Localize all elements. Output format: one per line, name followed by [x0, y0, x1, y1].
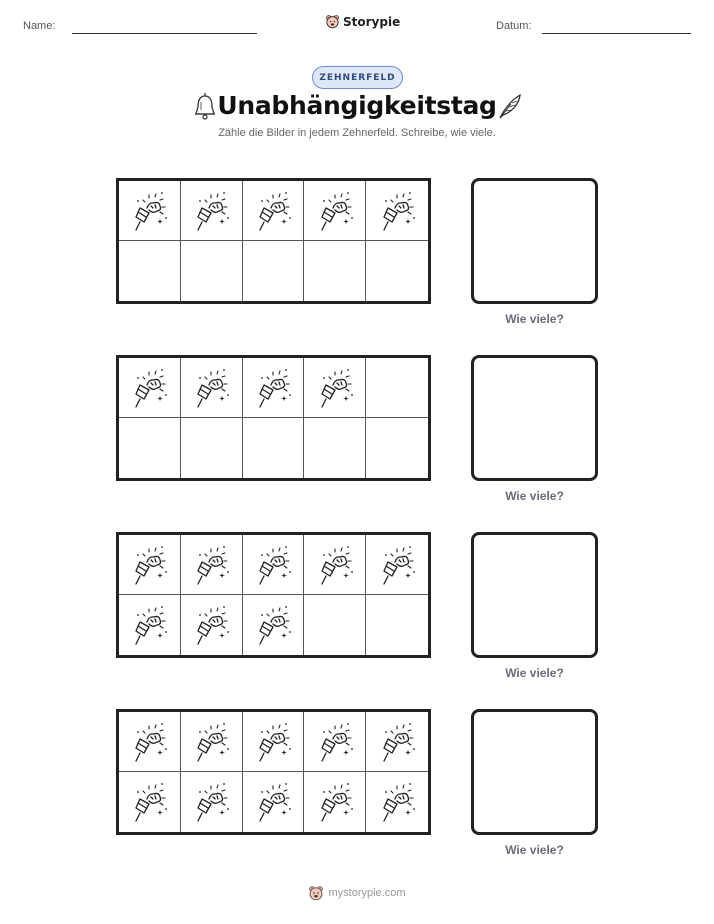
- ten-frame-cell: [366, 535, 428, 595]
- answer-label: Wie viele?: [505, 666, 564, 680]
- ten-frame-cell: [366, 712, 428, 772]
- firework-rocket-icon: [191, 780, 231, 824]
- ten-frame-cell: [366, 181, 428, 241]
- ten-frame-cell: [119, 181, 181, 241]
- firework-rocket-icon: [253, 603, 293, 647]
- brand-name: Storypie: [343, 14, 401, 29]
- ten-frame-cell: [181, 358, 243, 418]
- ten-frame-cell: [119, 358, 181, 418]
- ten-frame-cell: [243, 418, 305, 478]
- ten-frame-cell: [119, 241, 181, 301]
- firework-rocket-icon: [191, 366, 231, 410]
- ten-frame-cell: [304, 358, 366, 418]
- answer-box[interactable]: [471, 532, 598, 658]
- ten-frame-cell: [366, 418, 428, 478]
- ten-frame-cell: [304, 241, 366, 301]
- answer-box[interactable]: [471, 178, 598, 304]
- ten-frame-cell: [181, 772, 243, 832]
- firework-rocket-icon: [129, 603, 169, 647]
- ten-frame-cell: [181, 241, 243, 301]
- firework-rocket-icon: [191, 720, 231, 764]
- topic-badge: ZEHNERFELD: [312, 66, 403, 89]
- ten-frame-cell: [304, 418, 366, 478]
- answer-box[interactable]: [471, 355, 598, 481]
- firework-rocket-icon: [315, 543, 355, 587]
- name-label: Name:: [23, 20, 56, 32]
- firework-rocket-icon: [129, 366, 169, 410]
- ten-frame-cell: [243, 772, 305, 832]
- firework-rocket-icon: [315, 189, 355, 233]
- firework-rocket-icon: [253, 720, 293, 764]
- ten-frame-cell: [243, 181, 305, 241]
- storypie-logo-icon: [308, 885, 324, 901]
- firework-rocket-icon: [315, 720, 355, 764]
- ten-frame-cell: [366, 772, 428, 832]
- ten-frame-cell: [119, 418, 181, 478]
- ten-frame-cell: [366, 241, 428, 301]
- firework-rocket-icon: [191, 189, 231, 233]
- ten-frame-cell: [181, 595, 243, 655]
- ten-frame-cell: [243, 595, 305, 655]
- ten-frame: [116, 355, 431, 481]
- firework-rocket-icon: [129, 780, 169, 824]
- firework-rocket-icon: [253, 780, 293, 824]
- firework-rocket-icon: [253, 189, 293, 233]
- page-title: Unabhängigkeitstag: [217, 91, 497, 120]
- firework-rocket-icon: [377, 189, 417, 233]
- ten-frame-cell: [119, 772, 181, 832]
- ten-frame-cell: [366, 358, 428, 418]
- firework-rocket-icon: [129, 543, 169, 587]
- answer-label: Wie viele?: [505, 843, 564, 857]
- instructions: Zähle die Bilder in jedem Zehnerfeld. Schreibe, wie viele.: [218, 127, 496, 139]
- ten-frame-cell: [119, 595, 181, 655]
- ten-frame: [116, 709, 431, 835]
- answer-box[interactable]: [471, 709, 598, 835]
- ten-frame-cell: [304, 535, 366, 595]
- firework-rocket-icon: [253, 366, 293, 410]
- firework-rocket-icon: [129, 720, 169, 764]
- ten-frame-cell: [243, 712, 305, 772]
- firework-rocket-icon: [377, 543, 417, 587]
- firework-rocket-icon: [129, 189, 169, 233]
- ten-frame-cell: [243, 535, 305, 595]
- storypie-logo-icon: [325, 14, 340, 29]
- ten-frame-cell: [304, 712, 366, 772]
- brand: [325, 14, 400, 29]
- quill-icon: [494, 92, 524, 122]
- footer: [0, 885, 714, 901]
- ten-frame-cell: [181, 418, 243, 478]
- ten-frame-cell: [181, 712, 243, 772]
- firework-rocket-icon: [377, 780, 417, 824]
- ten-frame-cell: [304, 595, 366, 655]
- ten-frame-cell: [304, 181, 366, 241]
- answer-label: Wie viele?: [505, 489, 564, 503]
- ten-frame-cell: [366, 595, 428, 655]
- ten-frame-cell: [304, 772, 366, 832]
- ten-frame-cell: [243, 241, 305, 301]
- ten-frame: [116, 532, 431, 658]
- ten-frame-cell: [119, 535, 181, 595]
- firework-rocket-icon: [191, 543, 231, 587]
- date-line[interactable]: [542, 33, 691, 34]
- answer-label: Wie viele?: [505, 312, 564, 326]
- footer-url: mystorypie.com: [328, 887, 406, 899]
- firework-rocket-icon: [377, 720, 417, 764]
- name-line[interactable]: [72, 33, 257, 34]
- ten-frame-cell: [181, 535, 243, 595]
- ten-frame-cell: [119, 712, 181, 772]
- ten-frame-cell: [181, 181, 243, 241]
- ten-frame-cell: [243, 358, 305, 418]
- ten-frame: [116, 178, 431, 304]
- firework-rocket-icon: [253, 543, 293, 587]
- firework-rocket-icon: [315, 780, 355, 824]
- firework-rocket-icon: [315, 366, 355, 410]
- date-label: Datum:: [496, 20, 532, 32]
- firework-rocket-icon: [191, 603, 231, 647]
